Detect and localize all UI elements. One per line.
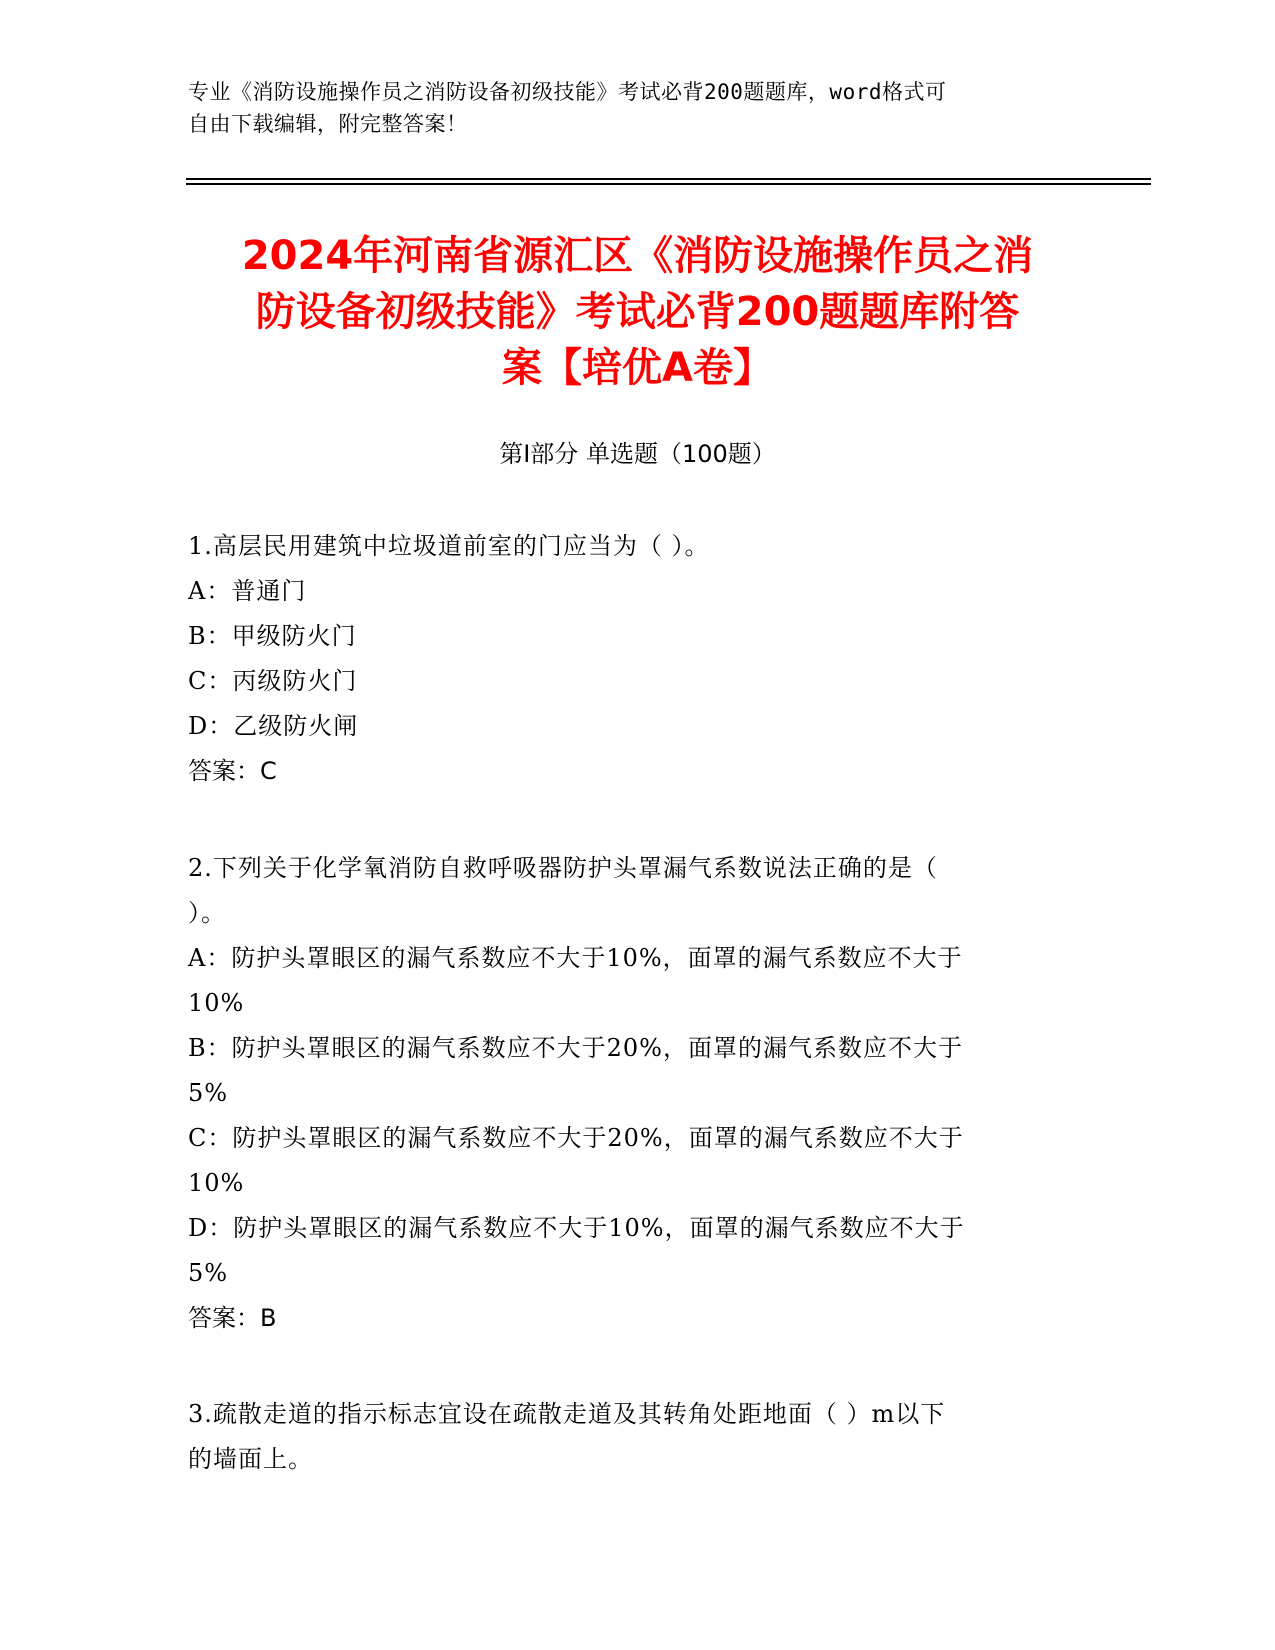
option-a: A：防护头罩眼区的漏气系数应不大于10%，面罩的漏气系数应不大于	[188, 944, 963, 972]
option-c: C：防护头罩眼区的漏气系数应不大于20%，面罩的漏气系数应不大于	[188, 1124, 964, 1152]
intro-text	[188, 76, 1068, 140]
question-stem-continued: ）。	[188, 899, 226, 927]
question-stem-continued: 的墙面上。	[188, 1445, 313, 1473]
question-stem: 1.高层民用建筑中垃圾道前室的门应当为（ ）。	[188, 532, 710, 560]
option-c-continued: 10%	[188, 1169, 245, 1197]
question-2	[188, 846, 1078, 1341]
intro-line-2: 自由下载编辑，附完整答案！	[188, 112, 468, 136]
section-heading: 第I部分 单选题（100题）	[499, 440, 776, 468]
title-line-3: 案【培优A卷】	[502, 345, 773, 391]
header-divider-bottom	[186, 183, 1151, 185]
title-line-2: 防设备初级技能》考试必背200题题库附答	[255, 289, 1020, 335]
answer: 答案：C	[188, 757, 277, 785]
question-3	[188, 1392, 1078, 1482]
option-b: B：甲级防火门	[188, 622, 357, 650]
option-b: B：防护头罩眼区的漏气系数应不大于20%，面罩的漏气系数应不大于	[188, 1034, 963, 1062]
header-divider-top	[186, 178, 1151, 180]
answer: 答案：B	[188, 1304, 277, 1332]
intro-line-1: 专业《消防设施操作员之消防设备初级技能》考试必背200题题库，word格式可	[188, 80, 947, 104]
option-d: D：乙级防火闸	[188, 712, 359, 740]
question-1	[188, 524, 1078, 794]
option-a-continued: 10%	[188, 989, 245, 1017]
question-stem: 3.疏散走道的指示标志宜设在疏散走道及其转角处距地面（ ）m以下	[188, 1400, 946, 1428]
option-a: A：普通门	[188, 577, 307, 605]
option-c: C：丙级防火门	[188, 667, 358, 695]
option-d-continued: 5%	[188, 1259, 229, 1287]
title-line-1: 2024年河南省源汇区《消防设施操作员之消	[241, 233, 1034, 279]
option-d: D：防护头罩眼区的漏气系数应不大于10%，面罩的漏气系数应不大于	[188, 1214, 965, 1242]
document-title	[170, 228, 1105, 396]
question-stem: 2.下列关于化学氧消防自救呼吸器防护头罩漏气系数说法正确的是（	[188, 854, 938, 882]
option-b-continued: 5%	[188, 1079, 229, 1107]
